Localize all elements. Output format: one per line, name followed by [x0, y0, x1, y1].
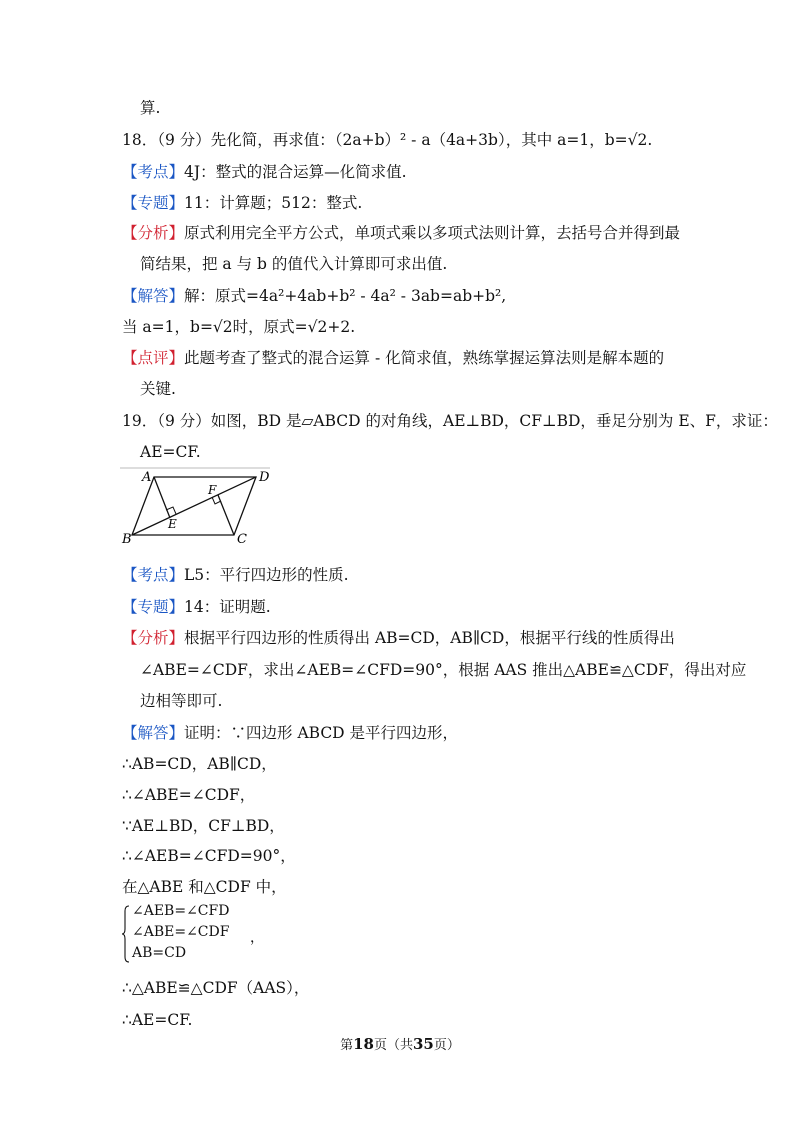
footer-total-pages: 35	[413, 1035, 434, 1053]
zhuanti-19	[122, 597, 271, 617]
parallelogram-figure	[120, 465, 280, 550]
fenxi-19-cont2: 边相等即可.	[140, 692, 223, 710]
fenxi-label: 【分析】	[122, 629, 185, 647]
jieda-label: 【解答】	[122, 724, 185, 742]
kaodian-18	[122, 162, 407, 182]
proof-step-6: ∴△ABE≌△CDF（AAS），	[122, 979, 310, 997]
label-f: F	[208, 483, 217, 497]
kaodian-label: 【考点】	[122, 566, 185, 584]
zhuanti-text: 14：证明题.	[184, 598, 271, 616]
dianping-18	[122, 348, 664, 368]
proof-step-4: ∴∠AEB=∠CFD=90°，	[122, 847, 296, 865]
zhuanti-18	[122, 193, 362, 213]
dianping-label: 【点评】	[122, 349, 185, 367]
system-comma: ，	[250, 930, 264, 946]
label-b: B	[122, 532, 132, 547]
zhuanti-label: 【专题】	[122, 194, 185, 212]
label-e: E	[168, 517, 177, 531]
proof-step-5: 在△ABE 和△CDF 中，	[122, 878, 287, 896]
jieda-19	[122, 723, 458, 743]
proof-step-3: ∵AE⊥BD，CF⊥BD，	[122, 817, 285, 835]
label-c: C	[237, 532, 247, 547]
kaodian-19	[122, 565, 349, 585]
equation-system	[122, 903, 282, 965]
fenxi-18	[122, 223, 680, 243]
jieda-text: 证明：∵四边形 ABCD 是平行四边形，	[184, 724, 459, 742]
fenxi-19-cont: ∠ABE=∠CDF，求出∠AEB=∠CFD=90°，根据 AAS 推出△ABE≌△CDF，得出对应	[140, 661, 747, 679]
footer-page-number: 18	[353, 1035, 374, 1053]
label-a: A	[142, 470, 152, 485]
kaodian-text: L5：平行四边形的性质.	[184, 566, 349, 584]
system-row-2: ∠ABE=∠CDF	[132, 924, 230, 940]
question-19-cont: AE=CF.	[140, 443, 201, 461]
fenxi-18-cont: 简结果，把 a 与 b 的值代入计算即可求出值.	[140, 255, 448, 273]
zhuanti-label: 【专题】	[122, 598, 185, 616]
question-19: 19．（9 分）如图，BD 是▱ABCD 的对角线，AE⊥BD，CF⊥BD，垂足分别为 E、F，求证：	[122, 412, 778, 430]
footer-prefix: 第	[340, 1038, 354, 1053]
kaodian-text: 4J：整式的混合运算—化简求值.	[184, 163, 407, 181]
proof-step-2: ∴∠ABE=∠CDF，	[122, 786, 256, 804]
dianping-18-cont: 关键.	[140, 380, 176, 398]
zhuanti-text: 11：计算题；512：整式.	[184, 194, 363, 212]
fenxi-text: 原式利用完全平方公式，单项式乘以多项式法则计算，去括号合并得到最	[184, 224, 681, 242]
question-18: 18．（9 分）先化简，再求值：（2a+b）² - a（4a+3b），其中 a=1，b=√2.	[122, 131, 653, 149]
kaodian-label: 【考点】	[122, 163, 185, 181]
footer-middle: 页（共	[373, 1038, 413, 1053]
dianping-text: 此题考查了整式的混合运算 - 化简求值，熟练掌握运算法则是解本题的	[184, 349, 665, 367]
jieda-18	[122, 286, 506, 306]
text-line: 算.	[140, 99, 161, 117]
fenxi-text: 根据平行四边形的性质得出 AB=CD，AB∥CD，根据平行线的性质得出	[184, 629, 675, 647]
jieda-label: 【解答】	[122, 287, 185, 305]
proof-step-1: ∴AB=CD，AB∥CD，	[122, 755, 277, 773]
page-footer	[0, 1034, 800, 1053]
label-d: D	[259, 470, 270, 485]
fenxi-19	[122, 628, 675, 648]
system-row-1: ∠AEB=∠CFD	[132, 903, 230, 919]
jieda-text: 解：原式=4a²+4ab+b² - 4a² - 3ab=ab+b²,	[184, 287, 507, 305]
fenxi-label: 【分析】	[122, 224, 185, 242]
system-row-3: AB=CD	[132, 945, 187, 961]
proof-step-7: ∴AE=CF.	[122, 1011, 193, 1029]
left-brace-icon	[122, 905, 130, 963]
segment-ae	[154, 477, 170, 518]
footer-suffix: 页）	[433, 1038, 460, 1053]
jieda-18-line2: 当 a=1，b=√2时，原式=√2+2.	[122, 318, 356, 336]
